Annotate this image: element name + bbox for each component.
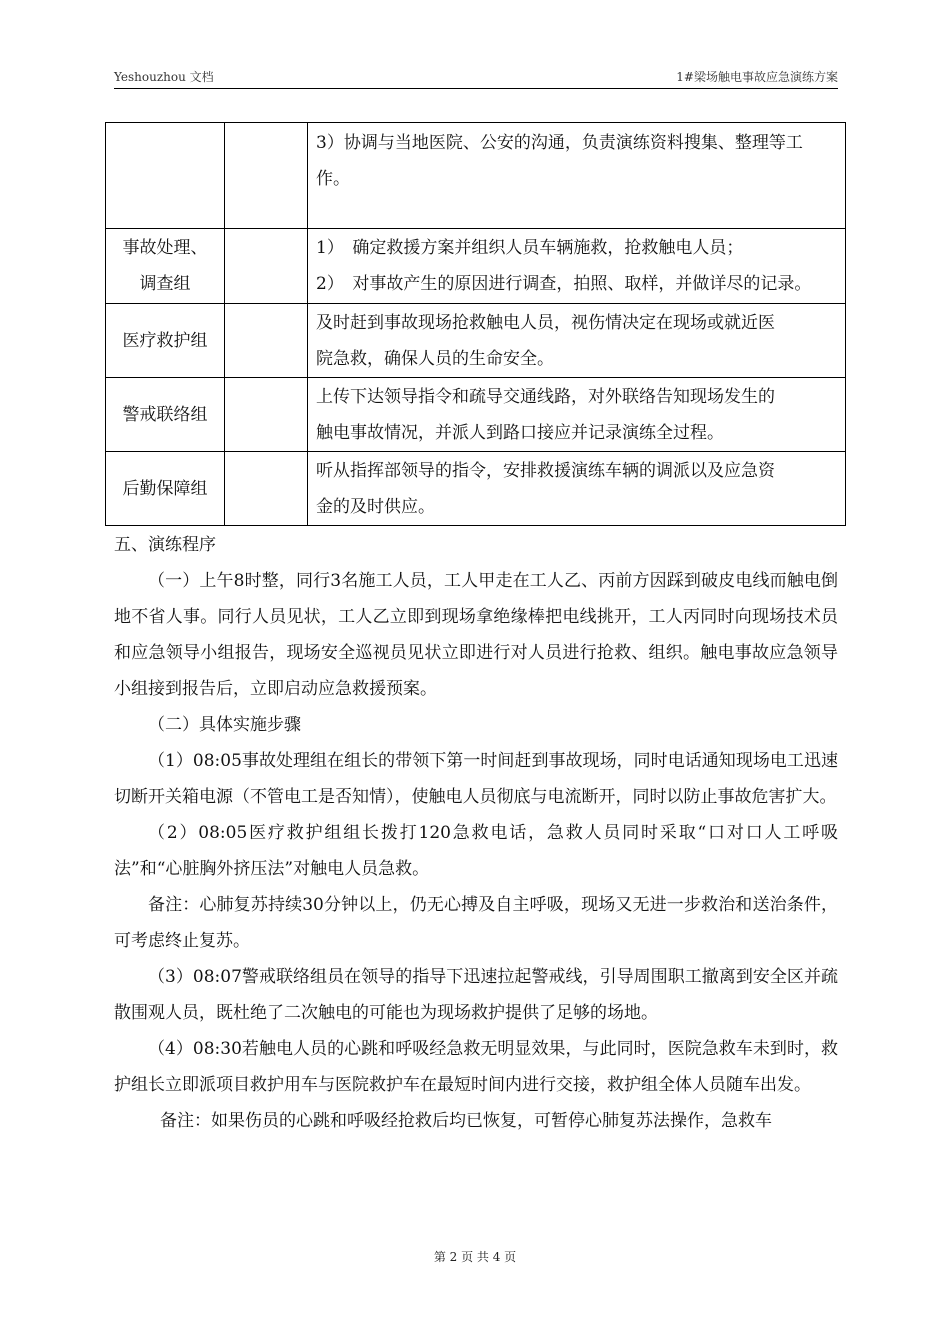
duty-cell [308,452,846,526]
group-cell: 后勤保障组 [106,452,225,526]
page-footer: 第 2 页 共 4 页 [433,1250,517,1264]
duty-cell [308,378,846,452]
blank-cell [225,304,308,378]
group-name-line: 调查组 [139,274,191,294]
duty-line: 金的及时供应。 [316,496,435,517]
section-title: 五、演练程序 [114,535,216,555]
paragraph-overview: （一）上午8时整，同行3名施工人员，工人甲走在工人乙、丙前方因踩到破皮电线而触电倒地不省人事。同行人员见状，工人乙立即到现场拿绝缘棒把电线挑开，工人丙同时向现场技术员和应急领导小组报告，现场安全巡视员见状立即进行对人员进行抢救、组织。触电事故应急领导小组接到报告后，立即启动应急救援预案。 [114,571,838,699]
header-doc-source: Yeshouzhou 文档 [114,70,214,84]
duty-line: 听从指挥部领导的指令，安排救援演练车辆的调派以及应急资 [316,460,775,481]
header-doc-title: 1#梁场触电事故应急演练方案 [676,70,838,84]
group-cell: 警戒联络组 [106,378,225,452]
note-2: 备注：如果伤员的心跳和呼吸经抢救后均已恢复，可暂停心肺复苏法操作，急救车 [160,1111,772,1131]
duty-cell [308,304,846,378]
group-name-line: 事故处理、 [122,238,208,258]
responsibility-table [105,122,846,526]
duty-line: 2） 对事故产生的原因进行调查，拍照、取样，并做详尽的记录。 [316,274,812,294]
blank-cell [225,229,308,304]
duty-line: 及时赶到事故现场抢救触电人员，视伤情决定在现场或就近医 [316,312,775,333]
duty-cell [308,229,846,304]
subsection-title: （二）具体实施步骤 [148,715,301,735]
blank-cell [225,123,308,229]
duty-line: 上传下达领导指令和疏导交通线路，对外联络告知现场发生的 [316,386,775,407]
note-1: 备注：心肺复苏持续30分钟以上，仍无心搏及自主呼吸，现场又无进一步救治和送治条件，可考虑终止复苏。 [114,895,838,951]
step-2: （2）08:05医疗救护组组长拨打120急救电话，急救人员同时采取“口对口人工呼吸法”和“心脏胸外挤压法”对触电人员急救。 [114,823,838,879]
group-cell [106,123,225,229]
group-cell: 医疗救护组 [106,304,225,378]
blank-cell [225,452,308,526]
table-row [106,304,846,378]
table-row [106,229,846,304]
duty-line: 院急救，确保人员的生命安全。 [316,348,554,369]
table-row [106,452,846,526]
duty-line: 作。 [316,169,350,189]
duty-line: 触电事故情况，并派人到路口接应并记录演练全过程。 [316,422,724,443]
step-1: （1）08:05事故处理组在组长的带领下第一时间赶到事故现场，同时电话通知现场电工迅速切断开关箱电源（不管电工是否知情），使触电人员彻底与电流断开，同时以防止事故危害扩大。 [114,751,838,807]
table-row [106,378,846,452]
step-4: （4）08:30若触电人员的心跳和呼吸经急救无明显效果，与此同时，医院急救车未到时，救护组长立即派项目救护用车与医院救护车在最短时间内进行交接，救护组全体人员随车出发。 [114,1039,838,1095]
duty-line: 3）协调与当地医院、公安的沟通，负责演练资料搜集、整理等工 [316,133,803,153]
duty-line: 1） 确定救援方案并组织人员车辆施救，抢救触电人员； [316,238,744,258]
group-cell [106,229,225,304]
document-body [114,527,838,1139]
step-3: （3）08:07警戒联络组员在领导的指导下迅速拉起警戒线，引导周围职工撤离到安全区并疏散围观人员，既杜绝了二次触电的可能也为现场救护提供了足够的场地。 [114,967,838,1023]
table-row [106,123,846,229]
blank-cell [225,378,308,452]
page-header [114,66,838,89]
duty-cell [308,123,846,229]
